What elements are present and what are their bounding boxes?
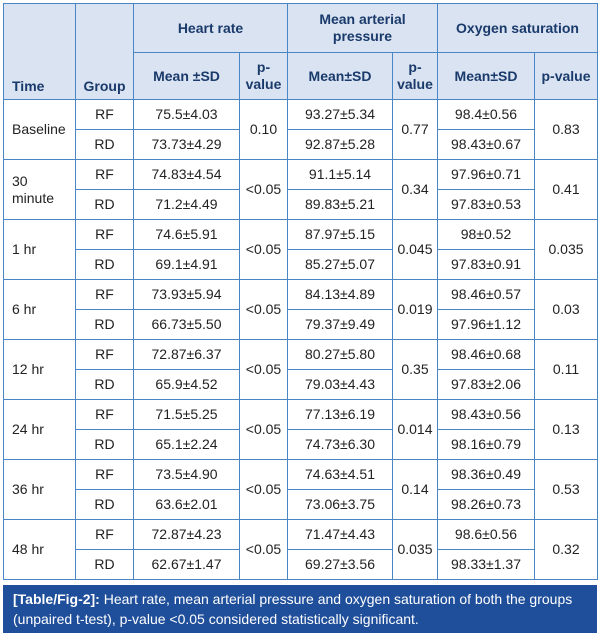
ox-mean-cell: 98.36±0.49 [438,460,535,490]
group-cell: RF [76,340,134,370]
header-mean-arterial-pressure: Mean arterial pressure [288,4,438,53]
map-mean-cell: 71.47±4.43 [288,520,393,550]
map-mean-cell: 84.13±4.89 [288,280,393,310]
group-cell: RF [76,160,134,190]
group-cell: RF [76,460,134,490]
ox-pvalue-cell: 0.13 [535,400,598,460]
map-pvalue-cell: 0.014 [393,400,438,460]
caption-text: Heart rate, mean arterial pressure and oxygen saturation of both the groups (unpaired t-test), p-value <0.05 considered statistically significant. [13,591,573,627]
ox-mean-cell: 98.43±0.67 [438,130,535,160]
ox-mean-cell: 98±0.52 [438,220,535,250]
table-body [4,100,598,580]
table-row [4,220,598,250]
ox-mean-cell: 98.43±0.56 [438,400,535,430]
header-heart-rate: Heart rate [134,4,288,53]
header-group: Group [76,4,134,100]
table-row [4,160,598,190]
header-hr-mean-sd: Mean ±SD [134,53,240,100]
ox-mean-cell: 97.83±0.53 [438,190,535,220]
group-cell: RF [76,520,134,550]
map-mean-cell: 92.87±5.28 [288,130,393,160]
ox-pvalue-cell: 0.32 [535,520,598,580]
time-cell: 6 hr [4,280,76,340]
map-pvalue-cell: 0.14 [393,460,438,520]
map-pvalue-cell: 0.35 [393,340,438,400]
map-pvalue-cell: 0.035 [393,520,438,580]
ox-mean-cell: 98.46±0.57 [438,280,535,310]
hr-pvalue-cell: <0.05 [240,160,288,220]
results-table [3,3,598,580]
ox-mean-cell: 97.83±2.06 [438,370,535,400]
map-mean-cell: 74.73±6.30 [288,430,393,460]
group-cell: RF [76,400,134,430]
map-mean-cell: 89.83±5.21 [288,190,393,220]
map-mean-cell: 69.27±3.56 [288,550,393,580]
table-row [4,340,598,370]
map-mean-cell: 80.27±5.80 [288,340,393,370]
table-row [4,550,598,580]
ox-pvalue-cell: 0.035 [535,220,598,280]
ox-mean-cell: 97.83±0.91 [438,250,535,280]
map-mean-cell: 93.27±5.34 [288,100,393,130]
hr-pvalue-cell: <0.05 [240,520,288,580]
table-row [4,250,598,280]
table-caption [3,585,597,633]
hr-mean-cell: 72.87±4.23 [134,520,240,550]
header-ox-mean-sd: Mean±SD [438,53,535,100]
hr-pvalue-cell: <0.05 [240,460,288,520]
map-mean-cell: 74.63±4.51 [288,460,393,490]
hr-mean-cell: 72.87±6.37 [134,340,240,370]
table-row [4,100,598,130]
ox-pvalue-cell: 0.11 [535,340,598,400]
group-cell: RF [76,280,134,310]
time-cell: 48 hr [4,520,76,580]
map-mean-cell: 77.13±6.19 [288,400,393,430]
map-mean-cell: 79.03±4.43 [288,370,393,400]
hr-mean-cell: 63.6±2.01 [134,490,240,520]
table-row [4,460,598,490]
hr-pvalue-cell: 0.10 [240,100,288,160]
hr-mean-cell: 73.93±5.94 [134,280,240,310]
hr-mean-cell: 62.67±1.47 [134,550,240,580]
group-cell: RD [76,310,134,340]
table-row [4,430,598,460]
time-cell: 1 hr [4,220,76,280]
ox-mean-cell: 97.96±1.12 [438,310,535,340]
time-cell: 36 hr [4,460,76,520]
map-mean-cell: 73.06±3.75 [288,490,393,520]
ox-pvalue-cell: 0.83 [535,100,598,160]
time-cell: 24 hr [4,400,76,460]
table-row [4,280,598,310]
table-row [4,310,598,340]
map-mean-cell: 87.97±5.15 [288,220,393,250]
hr-mean-cell: 73.73±4.29 [134,130,240,160]
hr-mean-cell: 74.6±5.91 [134,220,240,250]
ox-mean-cell: 98.46±0.68 [438,340,535,370]
map-pvalue-cell: 0.77 [393,100,438,160]
hr-mean-cell: 71.5±5.25 [134,400,240,430]
header-hr-pvalue: p-value [240,53,288,100]
hr-mean-cell: 69.1±4.91 [134,250,240,280]
table-row [4,400,598,430]
table-row [4,490,598,520]
ox-mean-cell: 98.16±0.79 [438,430,535,460]
group-cell: RF [76,220,134,250]
hr-mean-cell: 65.1±2.24 [134,430,240,460]
ox-mean-cell: 98.26±0.73 [438,490,535,520]
hr-pvalue-cell: <0.05 [240,340,288,400]
map-pvalue-cell: 0.34 [393,160,438,220]
group-cell: RD [76,190,134,220]
hr-mean-cell: 71.2±4.49 [134,190,240,220]
hr-mean-cell: 66.73±5.50 [134,310,240,340]
table-row [4,370,598,400]
group-cell: RF [76,100,134,130]
group-cell: RD [76,130,134,160]
map-mean-cell: 79.37±9.49 [288,310,393,340]
time-cell: 12 hr [4,340,76,400]
group-cell: RD [76,490,134,520]
map-pvalue-cell: 0.019 [393,280,438,340]
ox-pvalue-cell: 0.03 [535,280,598,340]
table-header [4,4,598,100]
map-pvalue-cell: 0.045 [393,220,438,280]
group-cell: RD [76,250,134,280]
ox-mean-cell: 98.4±0.56 [438,100,535,130]
hr-mean-cell: 75.5±4.03 [134,100,240,130]
ox-mean-cell: 98.33±1.37 [438,550,535,580]
hr-pvalue-cell: <0.05 [240,280,288,340]
ox-mean-cell: 97.96±0.71 [438,160,535,190]
hr-mean-cell: 65.9±4.52 [134,370,240,400]
time-cell: Baseline [4,100,76,160]
map-mean-cell: 91.1±5.14 [288,160,393,190]
map-mean-cell: 85.27±5.07 [288,250,393,280]
table-row [4,190,598,220]
hr-mean-cell: 74.83±4.54 [134,160,240,190]
hr-mean-cell: 73.5±4.90 [134,460,240,490]
ox-pvalue-cell: 0.41 [535,160,598,220]
time-cell: 30 minute [4,160,76,220]
group-cell: RD [76,370,134,400]
group-cell: RD [76,430,134,460]
header-time: Time [4,4,76,100]
header-oxygen-saturation: Oxygen saturation [438,4,598,53]
group-cell: RD [76,550,134,580]
caption-label: [Table/Fig-2]: [13,591,100,607]
header-map-pvalue: p-value [393,53,438,100]
table-row [4,130,598,160]
header-ox-pvalue: p-value [535,53,598,100]
hr-pvalue-cell: <0.05 [240,400,288,460]
ox-mean-cell: 98.6±0.56 [438,520,535,550]
hr-pvalue-cell: <0.05 [240,220,288,280]
header-map-mean-sd: Mean±SD [288,53,393,100]
table-row [4,520,598,550]
ox-pvalue-cell: 0.53 [535,460,598,520]
